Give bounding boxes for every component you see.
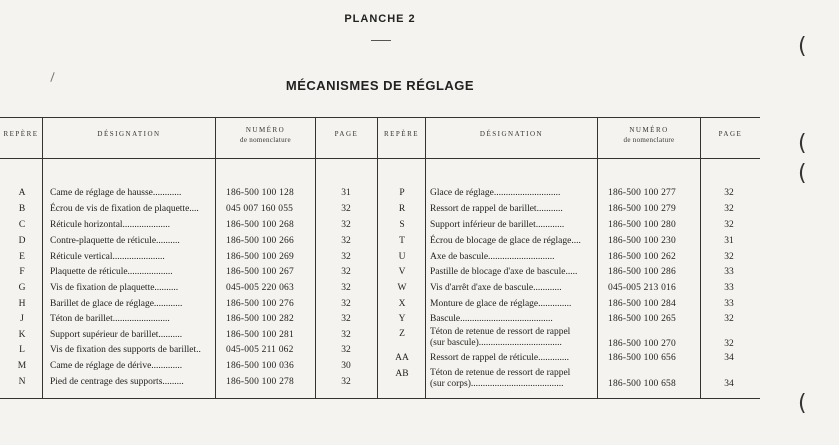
col-divider [700, 118, 701, 398]
row-designation: Téton de retenue de ressort de rappel [430, 368, 571, 378]
row-numero: 045-005 211 062 [226, 345, 294, 355]
row-repere: AA [395, 353, 409, 363]
header-page: PAGE [718, 130, 743, 138]
row-page: 31 [341, 188, 351, 198]
row-repere: Y [398, 314, 406, 324]
row-page: 32 [341, 252, 351, 262]
row-page: 32 [341, 299, 351, 309]
row-numero: 186-500 100 280 [608, 220, 676, 230]
row-designation: Glace de réglage............................ [430, 188, 561, 198]
row-page: 34 [724, 353, 734, 363]
row-designation: Monture de glace de réglage.............. [430, 299, 572, 309]
row-numero: 186-500 100 656 [608, 353, 676, 363]
row-page: 32 [341, 314, 351, 324]
row-repere: X [398, 299, 406, 309]
row-repere: S [399, 220, 405, 230]
row-page: 31 [724, 236, 734, 246]
row-designation: Barillet de glace de réglage............ [50, 299, 183, 309]
planche-label: PLANCHE 2 [344, 13, 416, 25]
row-repere: B [18, 204, 26, 214]
row-page: 32 [341, 345, 351, 355]
row-designation: Axe de bascule............................ [430, 252, 555, 262]
row-numero: 186-500 100 281 [226, 330, 294, 340]
header-designation: DÉSIGNATION [479, 130, 544, 138]
header-numero-sub: de nomenclature [240, 136, 291, 144]
row-repere: P [399, 188, 405, 198]
row-repere: D [18, 236, 26, 246]
row-designation: Téton de barillet........................ [50, 314, 170, 324]
row-numero: 186-500 100 658 [608, 379, 676, 389]
row-repere: AB [395, 369, 409, 379]
row-designation: Écrou de vis de fixation de plaquette.... [50, 204, 199, 214]
row-repere: E [19, 252, 25, 262]
col-divider [215, 118, 216, 398]
row-designation: Téton de retenue de ressort de rappel [430, 327, 571, 337]
row-numero: 186-500 100 262 [608, 252, 676, 262]
row-designation: Vis de fixation des supports de barillet.. [50, 345, 201, 355]
binder-hole-mark-4: ( [798, 391, 807, 416]
row-designation: Came de réglage de dérive............. [50, 361, 183, 371]
row-repere: H [18, 299, 26, 309]
row-page: 32 [341, 236, 351, 246]
row-page: 32 [724, 314, 734, 324]
row-numero: 186-500 100 284 [608, 299, 676, 309]
row-page: 32 [724, 252, 734, 262]
header-numero: NUMÉRO [629, 126, 669, 134]
row-designation: Réticule horizontal.................... [50, 220, 171, 230]
row-designation: Vis d'arrêt d'axe de bascule............ [430, 283, 562, 293]
row-numero: 186-500 100 267 [226, 267, 294, 277]
row-designation: Came de réglage de hausse............ [50, 188, 182, 198]
table-header-rule [0, 158, 760, 159]
row-numero: 186-500 100 278 [226, 377, 294, 387]
row-designation: Pied de centrage des supports......... [50, 377, 184, 387]
row-numero: 186-500 100 036 [226, 361, 294, 371]
row-page: 32 [724, 188, 734, 198]
header-repere: REPÈRE [383, 130, 420, 138]
row-numero: 186-500 100 230 [608, 236, 676, 246]
row-designation: Contre-plaquette de réticule.......... [50, 236, 180, 246]
row-repere: Z [399, 329, 405, 339]
header-page: PAGE [334, 130, 359, 138]
row-page: 30 [341, 361, 351, 371]
row-designation: Support supérieur de barillet.......... [50, 330, 183, 340]
row-page: 32 [724, 204, 734, 214]
row-page: 32 [341, 377, 351, 387]
binder-hole-mark-2: ( [798, 131, 807, 156]
row-repere: L [19, 345, 25, 355]
row-repere: N [18, 377, 26, 387]
row-page: 32 [724, 220, 734, 230]
row-numero: 186-500 100 128 [226, 188, 294, 198]
row-page: 32 [341, 204, 351, 214]
row-page: 32 [724, 339, 734, 349]
row-repere: V [398, 267, 406, 277]
row-designation: Bascule....................................... [430, 314, 553, 324]
row-page: 32 [341, 267, 351, 277]
row-repere: A [18, 188, 26, 198]
header-numero-sub: de nomenclature [623, 136, 675, 144]
col-divider [315, 118, 316, 398]
row-designation-cont: (sur bascule)................................... [430, 338, 562, 348]
row-repere: W [397, 283, 407, 293]
row-designation: Écrou de blocage de glace de réglage.... [430, 236, 581, 246]
row-numero: 186-500 100 276 [226, 299, 294, 309]
header-designation: DÉSIGNATION [97, 130, 161, 138]
row-numero: 186-500 100 268 [226, 220, 294, 230]
row-repere: F [19, 267, 25, 277]
row-designation-cont: (sur corps)....................................... [430, 379, 564, 389]
row-page: 32 [341, 283, 351, 293]
row-numero: 045 007 160 055 [226, 204, 294, 214]
row-numero: 186-500 100 270 [608, 339, 676, 349]
row-numero: 186-500 100 277 [608, 188, 676, 198]
header-numero: NUMÉRO [245, 126, 286, 134]
row-numero: 186-500 100 286 [608, 267, 676, 277]
row-repere: K [18, 330, 26, 340]
row-designation: Pastille de blocage d'axe de bascule..... [430, 267, 578, 277]
row-numero: 045-005 220 063 [226, 283, 294, 293]
col-divider [597, 118, 598, 398]
row-designation: Support inférieur de barillet............ [430, 220, 565, 230]
row-page: 33 [724, 299, 734, 309]
row-repere: T [399, 236, 405, 246]
row-repere: U [398, 252, 406, 262]
row-page: 34 [724, 379, 734, 389]
row-page: 33 [724, 267, 734, 277]
row-page: 32 [341, 220, 351, 230]
col-divider [377, 118, 378, 398]
title-divider [371, 40, 391, 41]
row-page: 33 [724, 283, 734, 293]
header-repere: REPÈRE [3, 130, 39, 138]
row-repere: R [398, 204, 406, 214]
col-divider [42, 118, 43, 398]
row-designation: Ressort de rappel de réticule............. [430, 353, 570, 363]
table-bottom-rule [0, 398, 760, 399]
row-repere: C [18, 220, 26, 230]
row-repere: M [17, 361, 27, 371]
row-numero: 045-005 213 016 [608, 283, 676, 293]
page-title: MÉCANISMES DE RÉGLAGE [285, 78, 475, 93]
row-numero: 186-500 100 282 [226, 314, 294, 324]
row-repere: J [20, 314, 24, 324]
binder-hole-mark-1: ( [798, 34, 807, 59]
binder-hole-mark-3: ( [798, 161, 807, 186]
col-divider [425, 118, 426, 398]
row-repere: G [18, 283, 26, 293]
row-designation: Ressort de rappel de barillet........... [430, 204, 563, 214]
row-numero: 186-500 100 266 [226, 236, 294, 246]
row-designation: Réticule vertical...................... [50, 252, 165, 262]
row-page: 32 [341, 330, 351, 340]
row-numero: 186-500 100 269 [226, 252, 294, 262]
row-designation: Plaquette de réticule................... [50, 267, 173, 277]
row-designation: Vis de fixation de plaquette.......... [50, 283, 179, 293]
table-top-rule [0, 117, 760, 118]
row-numero: 186-500 100 265 [608, 314, 676, 324]
row-numero: 186-500 100 279 [608, 204, 676, 214]
